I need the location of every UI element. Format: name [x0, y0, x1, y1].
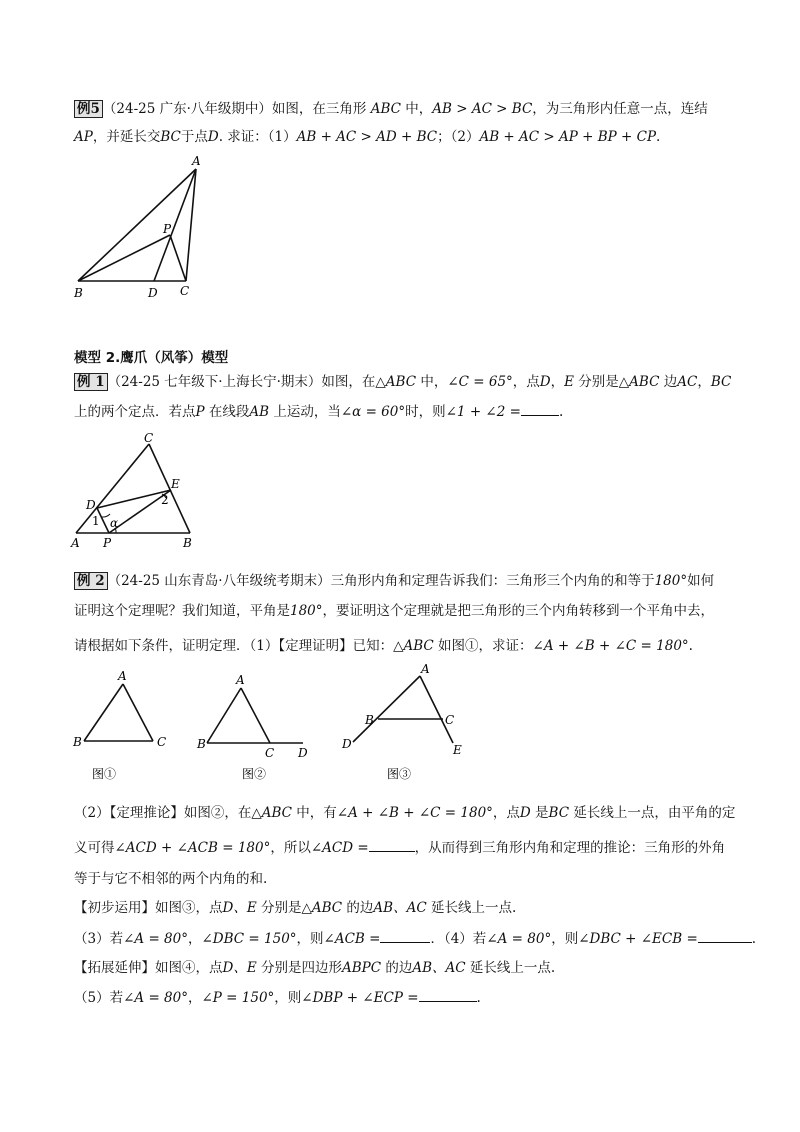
ex5-label-p: P — [163, 222, 172, 236]
ex5-claim-2: AB + AC > AP + BP + CP — [479, 129, 657, 145]
ex5-label-b: B — [74, 286, 83, 300]
ex2-part4-intro: 【拓展延伸】如图④，点D、E 分别是四边形ABPC 的边AB、AC 延长线上一点. — [74, 960, 556, 976]
acd-answer-blank[interactable] — [369, 837, 415, 852]
ex2-part2-line-3: 等于与它不相邻的两个内角的和. — [74, 871, 268, 887]
fig3-label-d: D — [342, 737, 352, 751]
ex2-figure-2 — [195, 664, 325, 784]
ex5-line-2: AP，并延长交BC于点D. 求证：（1）AB + AC > AD + BC；（2）AB + AC > AP + BP + CP. — [74, 129, 661, 145]
ex1-label-angle1: 1 — [92, 514, 100, 528]
ex5-label-a: A — [192, 155, 201, 168]
acb-answer-blank[interactable] — [380, 928, 430, 943]
fig3-label-c: C — [445, 713, 455, 727]
ex1-label-a: A — [71, 536, 80, 550]
ex1-line-2: 上的两个定点．若点P 在线段AB 上运动，当∠α = 60°时，则∠1 + ∠2 = . — [74, 401, 563, 422]
ex5-label-c: C — [180, 284, 190, 298]
ex5-line-1: 例5 （24-25 广东·八年级期中）如图，在三角形 ABC 中，AB > AC > BC，为三角形内任意一点，连结 — [74, 99, 708, 119]
fig2-caption: 图② — [242, 767, 267, 781]
ex5-figure — [70, 155, 210, 305]
ex2-part3-questions: （3）若∠A = 80°，∠DBC = 150°，则∠ACB = ．（4）若∠A = 80°，则∠DBC + ∠ECB = . — [74, 928, 756, 949]
ex5-tag: 例5 — [74, 100, 103, 118]
ex2-line-3: 请根据如下条件，证明定理．（1）【定理证明】已知：△ABC 如图①，求证：∠A + ∠B + ∠C = 180°. — [74, 638, 693, 654]
ex1-label-d: D — [86, 498, 96, 512]
ex2-part2-line-2: 义可得∠ACD + ∠ACB = 180°，所以∠ACD = ，从而得到三角形内角和定理的推论：三角形的外角 — [74, 837, 725, 858]
ex5-condition: AB > AC > BC — [432, 101, 533, 117]
ex1-label-p: P — [103, 536, 112, 550]
ex1-label-angle2: 2 — [161, 493, 169, 507]
ex2-tag: 例 2 — [74, 572, 108, 590]
ex1-tag: 例 1 — [74, 373, 108, 391]
fig3-label-b: B — [365, 713, 374, 727]
ex2-line-1: 例 2 （24-25 山东青岛·八年级统考期末）三角形内角和定理告诉我们：三角形三个内角的和等于180°如何 — [74, 571, 714, 591]
ex2-part2-line-1: （2）【定理推论】如图②，在△ABC 中，有∠A + ∠B + ∠C = 180°，点D 是BC 延长线上一点，由平角的定 — [74, 805, 736, 821]
fig1-label-c: C — [157, 735, 167, 749]
dbc-ecb-answer-blank[interactable] — [698, 928, 752, 943]
fig2-label-d: D — [298, 746, 308, 760]
fig1-label-b: B — [73, 735, 82, 749]
model2-title: 模型 2.鹰爪（风筝）模型 — [74, 350, 229, 366]
fig1-label-a: A — [118, 669, 127, 683]
ex1-label-b: B — [183, 536, 192, 550]
ex2-figure-3 — [335, 658, 475, 784]
ex1-line-1: 例 1 （24-25 七年级下·上海长宁·期末）如图，在△ABC 中，∠C = 65°，点D，E 分别是△ABC 边AC，BC — [74, 372, 731, 392]
fig2-label-b: B — [197, 737, 206, 751]
fig3-label-a: A — [421, 662, 430, 676]
ex1-label-c: C — [144, 431, 154, 445]
ex1-figure — [68, 428, 208, 553]
ex5-label-d: D — [148, 286, 158, 300]
ex1-answer-blank[interactable] — [521, 401, 559, 416]
fig2-label-c: C — [265, 746, 275, 760]
fig3-caption: 图③ — [387, 767, 412, 781]
ex1-label-e: E — [171, 477, 180, 491]
dbp-ecp-answer-blank[interactable] — [419, 987, 477, 1002]
fig3-label-e: E — [453, 743, 462, 757]
ex2-line-2: 证明这个定理呢？我们知道，平角是180°，要证明这个定理就是把三角形的三个内角转移到一个平角中去， — [74, 603, 715, 619]
ex2-figure-1 — [70, 664, 180, 784]
ex5-claim-1: AB + AC > AD + BC — [296, 129, 438, 145]
ex1-label-alpha: α — [110, 516, 119, 530]
ex2-part3-intro: 【初步运用】如图③，点D、E 分别是△ABC 的边AB、AC 延长线上一点. — [74, 900, 517, 916]
ex2-part4-question: （5）若∠A = 80°，∠P = 150°，则∠DBP + ∠ECP = . — [74, 987, 481, 1008]
fig2-label-a: A — [236, 673, 245, 687]
fig1-caption: 图① — [92, 767, 117, 781]
